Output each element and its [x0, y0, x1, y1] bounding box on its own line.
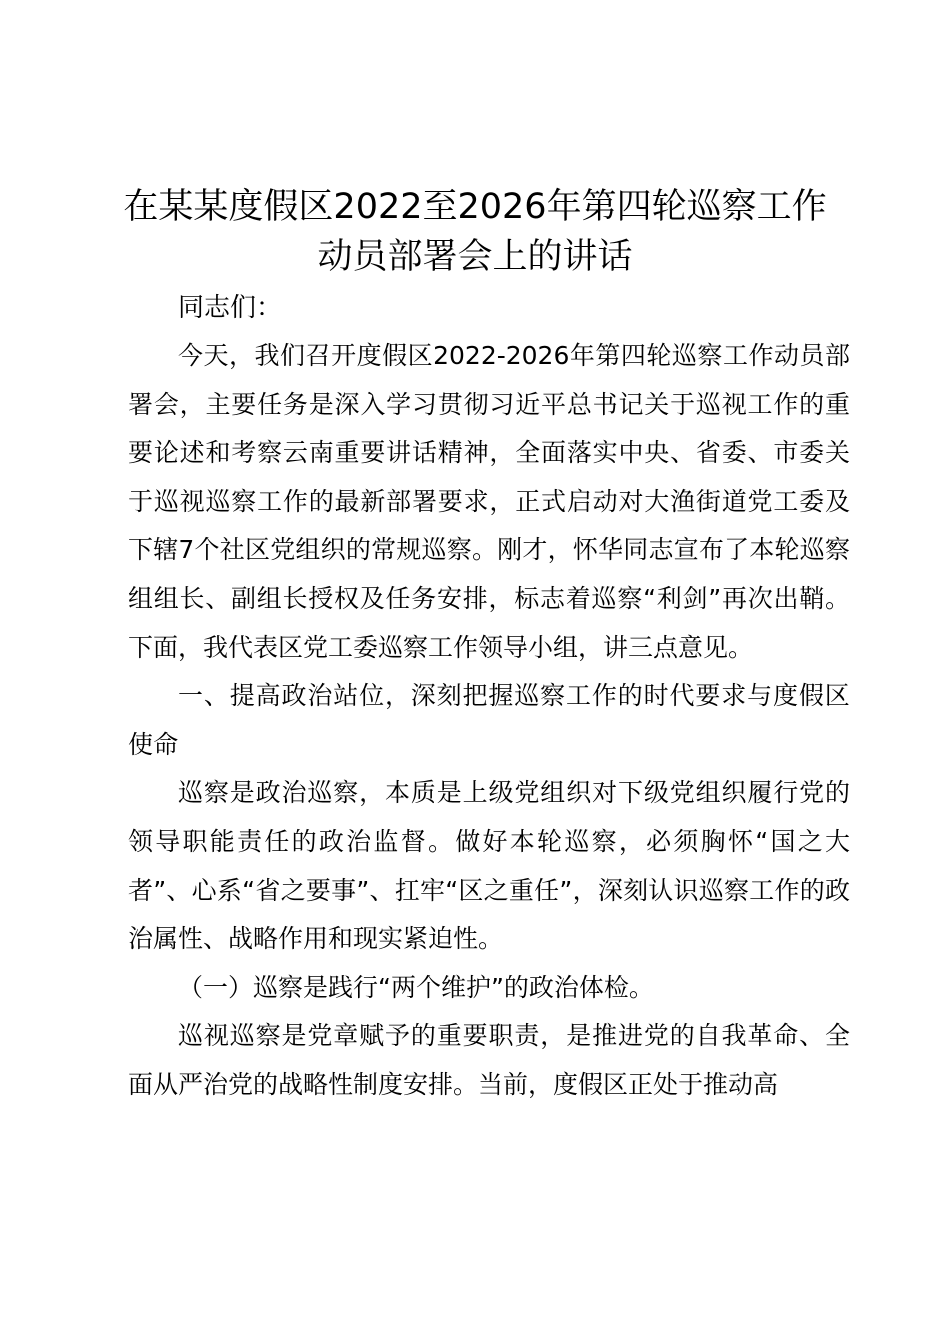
document-title: 在某某度假区2022至2026年第四轮巡察工作动员部署会上的讲话: [123, 187, 827, 277]
document-body: [128, 332, 850, 1110]
paragraph-subsection-1: 巡视巡察是党章赋予的重要职责，是推进党的自我革命、全面从严治党的战略性制度安排。当前，度假区正处于推动高: [128, 1021, 850, 1099]
salutation: 同志们：: [178, 293, 283, 323]
paragraph-section-1-intro: 巡察是政治巡察，本质是上级党组织对下级党组织履行党的领导职能责任的政治监督。做好本轮巡察，必须胸怀“国之大者”、心系“省之要事”、扛牢“区之重任”，深刻认识巡察工作的政治属性、战略作用和现实紧迫性。: [128, 778, 850, 954]
paragraph-opening: 今天，我们召开度假区2022-2026年第四轮巡察工作动员部署会，主要任务是深入学习贯彻习近平总书记关于巡视工作的重要论述和考察云南重要讲话精神，全面落实中央、省委、市委关于巡视巡察工作的最新部署要求，正式启动对大渔街道党工委及下辖7个社区党组织的常规巡察。刚才，怀华同志宣布了本轮巡察组组长、副组长授权及任务安排，标志着巡察“利剑”再次出鞘。下面，我代表区党工委巡察工作领导小组，讲三点意见。: [128, 341, 850, 662]
section-heading-1: 一、提高政治站位，深刻把握巡察工作的时代要求与度假区使命: [128, 681, 850, 759]
subsection-heading-1: （一）巡察是践行“两个维护”的政治体检。: [178, 972, 654, 1002]
